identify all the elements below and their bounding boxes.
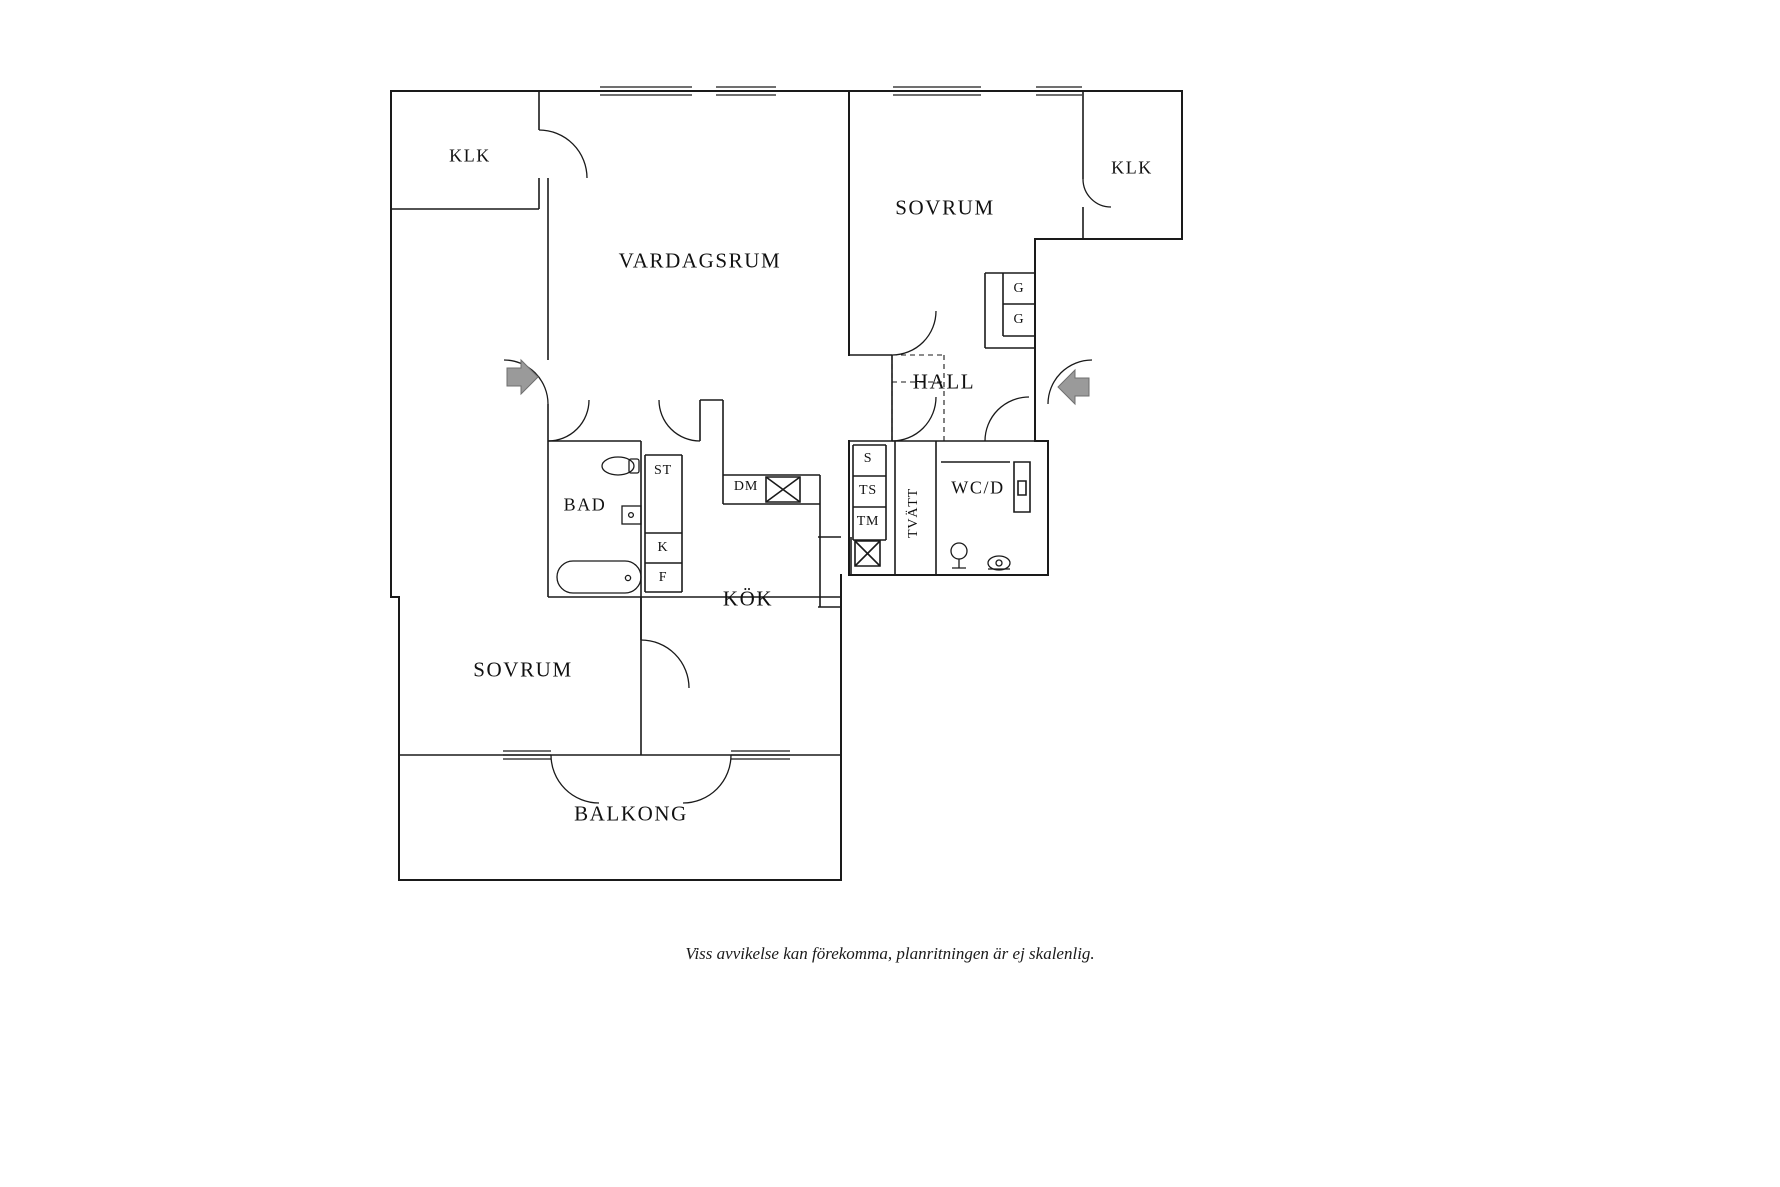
fixture-label-s: S [863, 451, 873, 466]
fixture-label-g-upper: G [1013, 281, 1025, 296]
room-label-bad: BAD [563, 494, 607, 515]
fixture-label-dm: DM [733, 479, 759, 494]
fixture-label-g-lower: G [1013, 312, 1025, 327]
fixture-label-k: K [657, 540, 669, 555]
room-label-sovrum-top: SOVRUM [895, 195, 995, 220]
room-label-kok: KÖK [722, 586, 774, 611]
room-label-hall: HALL [912, 369, 976, 394]
fixture-label-tvatt: TVÄTT [906, 488, 921, 538]
entrance-arrow-right [1058, 370, 1089, 404]
fixture-sink-wc [951, 543, 967, 568]
fixture-label-st: ST [654, 463, 672, 478]
room-label-klk-right: KLK [1111, 157, 1153, 178]
fixture-label-f: F [658, 570, 668, 585]
entrance-arrow-left [507, 360, 538, 394]
fixture-bathtub [557, 561, 641, 593]
fixture-toilet-bad [602, 457, 639, 475]
fixture-label-tm: TM [856, 514, 880, 529]
room-label-vardagsrum: VARDAGSRUM [618, 248, 782, 273]
room-label-balkong: BALKONG [574, 801, 688, 826]
disclaimer-text: Viss avvikelse kan förekomma, planritningen är ej skalenlig. [685, 944, 1095, 963]
fixture-label-ts: TS [859, 483, 877, 498]
room-label-sovrum-bottom: SOVRUM [473, 657, 573, 682]
door-swings [504, 130, 1111, 803]
room-label-klk-left: KLK [449, 145, 491, 166]
fixture-toilet-wc [988, 556, 1010, 570]
fixture-sink-bad [622, 506, 641, 524]
room-label-wc-d: WC/D [951, 477, 1005, 498]
